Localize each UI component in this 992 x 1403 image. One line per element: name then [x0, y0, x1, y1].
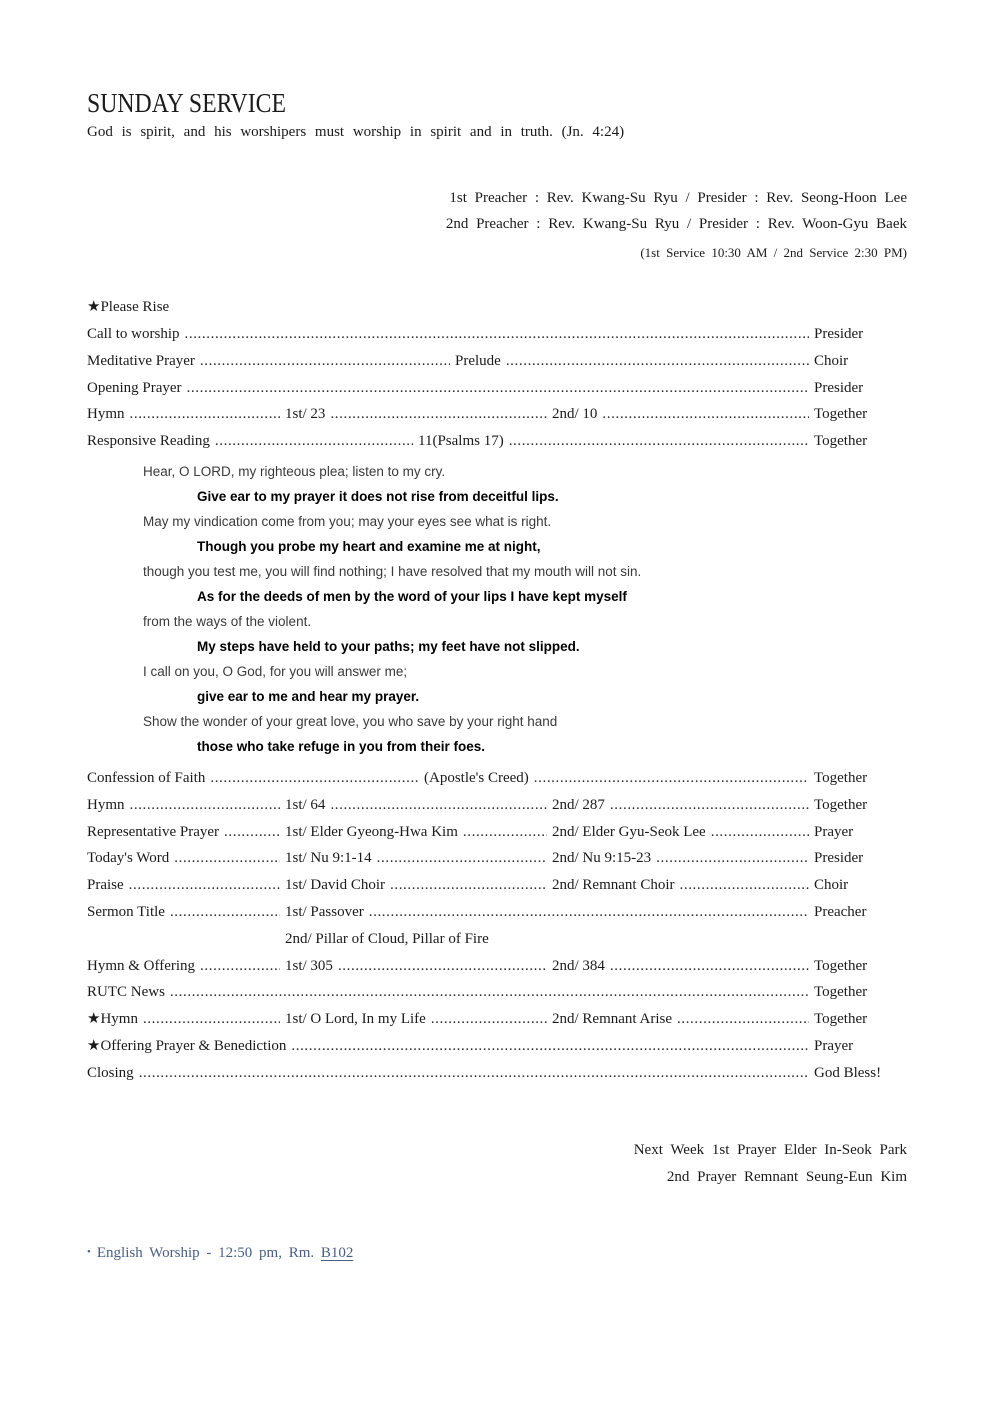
next-week-first-prayer: Next Week 1st Prayer Elder In-Seok Park: [633, 1141, 907, 1158]
order-row-assignee: Together: [814, 984, 868, 1001]
order-row-assignee: Prayer: [814, 823, 854, 840]
order-row-assignee: God Bless!: [814, 1064, 882, 1081]
order-row-assignee: Together: [814, 769, 868, 786]
dot-leader: [677, 1006, 809, 1033]
dot-leader: [139, 1060, 809, 1087]
order-item-text: 1st/ Passover: [285, 903, 364, 920]
order-item-text: Call to worship: [87, 326, 180, 342]
order-row: [87, 375, 907, 402]
order-item-text: 2nd/ 384: [552, 957, 605, 974]
bullet-icon: •: [87, 1245, 91, 1258]
order-row: [87, 401, 907, 428]
order-item-text: 2nd/ Nu 9:15-23: [552, 850, 652, 867]
service-times: (1st Service 10:30 AM / 2nd Service 2:30 PM): [640, 245, 907, 260]
order-row-assignee: Together: [814, 957, 868, 974]
order-item-text: Hymn: [87, 796, 125, 813]
order-of-worship-top: [87, 321, 907, 455]
order-row: [87, 845, 907, 872]
scripture-verse: God is spirit, and his worshipers must worship in spirit and in truth. (Jn. 4:24): [87, 124, 625, 140]
order-item-text: 1st/ Elder Gyeong-Hwa Kim: [285, 823, 458, 840]
dot-leader: [130, 401, 281, 428]
order-row: [87, 979, 907, 1006]
order-row: [87, 321, 907, 348]
reading-line: from the ways of the violent.: [143, 613, 312, 629]
order-item-text: ★Offering Prayer & Benediction: [87, 1037, 287, 1054]
order-row-assignee: Presider: [814, 326, 864, 342]
next-week-second-prayer: 2nd Prayer Remnant Seung-Eun Kim: [666, 1168, 907, 1185]
order-row-assignee: Together: [814, 1011, 868, 1028]
dot-leader: [534, 765, 809, 792]
order-row: [87, 1033, 907, 1060]
dot-leader: [170, 979, 809, 1006]
dot-leader: [215, 428, 413, 455]
reading-line: My steps have held to your paths; my feet have not slipped.: [197, 638, 580, 654]
order-item-text: Meditative Prayer: [87, 352, 195, 369]
order-row-assignee: Together: [814, 796, 868, 813]
order-row: [87, 1060, 907, 1087]
dot-leader: [210, 765, 419, 792]
order-item-text: Opening Prayer: [87, 379, 182, 396]
dot-leader: [170, 899, 280, 926]
reading-line: Hear, O LORD, my righteous plea; listen to my cry.: [143, 463, 446, 479]
dot-leader: [390, 872, 547, 899]
dot-leader: [330, 401, 547, 428]
dot-leader: [200, 348, 450, 375]
reading-line: those who take refuge in you from their foes.: [197, 738, 486, 754]
order-item-text: ★Hymn: [87, 1011, 138, 1028]
first-preacher-line: 1st Preacher : Rev. Kwang-Su Ryu / Presider : Rev. Seong-Hoon Lee: [449, 190, 907, 206]
dot-leader: [185, 321, 810, 348]
order-row: [87, 792, 907, 819]
order-item-text: Representative Prayer: [87, 823, 220, 840]
order-of-worship-bottom: [87, 765, 907, 1087]
dot-leader: [129, 872, 280, 899]
order-item-text: 1st/ O Lord, In my Life: [285, 1011, 426, 1028]
reading-line: As for the deeds of men by the word of your lips I have kept myself: [197, 588, 627, 604]
order-item-text: 1st/ 64: [285, 796, 326, 813]
order-row: [87, 428, 907, 455]
order-item-text: 2nd/ Elder Gyu-Seok Lee: [552, 823, 706, 840]
order-item-text: (Apostle's Creed): [424, 769, 529, 786]
dot-leader: [377, 845, 547, 872]
reading-line: Show the wonder of your great love, you who save by your right hand: [143, 713, 558, 729]
order-item-text: Responsive Reading: [87, 433, 210, 450]
order-item-text: Prelude: [455, 352, 501, 369]
order-row: [87, 348, 907, 375]
order-item-text: 2nd/ Remnant Arise: [552, 1011, 672, 1028]
reading-line: though you test me, you will find nothing; I have resolved that my mouth will not sin.: [143, 563, 642, 579]
reading-line: give ear to me and hear my prayer.: [197, 688, 420, 704]
dot-leader: [680, 872, 810, 899]
order-item-text: Closing: [87, 1064, 134, 1081]
dot-leader: [174, 845, 280, 872]
preachers-block: [87, 185, 907, 266]
order-item-text: Praise: [87, 877, 124, 894]
order-item-text: Sermon Title: [87, 903, 165, 920]
order-row-assignee: Together: [814, 406, 868, 423]
order-row-assignee: Presider: [814, 850, 864, 867]
order-item-text: Hymn: [87, 406, 125, 423]
dot-leader: [506, 348, 809, 375]
order-item-text: 1st/ 23: [285, 406, 326, 423]
order-row: [87, 819, 907, 846]
order-item-text: 2nd/ Pillar of Cloud, Pillar of Fire: [285, 930, 489, 947]
reading-line: May my vindication come from you; may your eyes see what is right.: [143, 513, 552, 529]
page-title: SUNDAY SERVICE: [87, 88, 286, 118]
dot-leader: [463, 819, 547, 846]
reading-line: I call on you, O God, for you will answer me;: [143, 663, 408, 679]
order-item-text: 1st/ David Choir: [285, 877, 385, 894]
dot-leader: [656, 845, 809, 872]
order-row-assignee: Choir: [814, 352, 849, 369]
order-item-text: Today's Word: [87, 850, 170, 867]
dot-leader: [291, 1033, 809, 1060]
dot-leader: [602, 401, 809, 428]
please-rise-note: ★Please Rise: [87, 299, 170, 315]
dot-leader: [338, 953, 547, 980]
second-preacher-line: 2nd Preacher : Rev. Kwang-Su Ryu / Presider : Rev. Woon-Gyu Baek: [445, 216, 907, 232]
order-row: [87, 953, 907, 980]
order-row: [87, 926, 907, 953]
order-item-text: 2nd/ 10: [552, 406, 598, 423]
order-item-text: Hymn & Offering: [87, 957, 196, 974]
dot-leader: [187, 375, 809, 402]
order-row-assignee: Preacher: [814, 903, 867, 920]
order-item-text: RUTC News: [87, 984, 165, 1001]
order-item-text: Confession of Faith: [87, 769, 206, 786]
order-item-text: 1st/ Nu 9:1-14: [285, 850, 372, 867]
dot-leader: [431, 1006, 547, 1033]
order-row: [87, 872, 907, 899]
order-item-text: 2nd/ Remnant Choir: [552, 877, 675, 894]
responsive-reading-text: [143, 459, 907, 759]
dot-leader: [610, 953, 809, 980]
order-row: [87, 765, 907, 792]
order-row: [87, 1006, 907, 1033]
reading-line: Though you probe my heart and examine me at night,: [197, 538, 541, 554]
dot-leader: [711, 819, 809, 846]
dot-leader: [509, 428, 809, 455]
dot-leader: [330, 792, 547, 819]
dot-leader: [610, 792, 809, 819]
order-item-text: 2nd/ 287: [552, 796, 605, 813]
room-link[interactable]: B102: [320, 1244, 354, 1261]
reading-line: Give ear to my prayer it does not rise from deceitful lips.: [197, 488, 559, 504]
dot-leader: [369, 899, 809, 926]
order-row-assignee: Choir: [814, 877, 849, 894]
order-item-text: 11(Psalms 17): [418, 433, 504, 450]
english-worship-note: [87, 1245, 907, 1262]
order-row-assignee: Prayer: [814, 1037, 854, 1054]
order-item-text: 1st/ 305: [285, 957, 333, 974]
english-worship-text: English Worship - 12:50 pm, Rm.: [96, 1244, 315, 1261]
order-row: [87, 899, 907, 926]
next-week-block: [87, 1137, 907, 1191]
dot-leader: [200, 953, 280, 980]
dot-leader: [130, 792, 281, 819]
order-row-assignee: Together: [814, 433, 868, 450]
dot-leader: [143, 1006, 280, 1033]
order-row-assignee: Presider: [814, 379, 864, 396]
dot-leader: [224, 819, 280, 846]
